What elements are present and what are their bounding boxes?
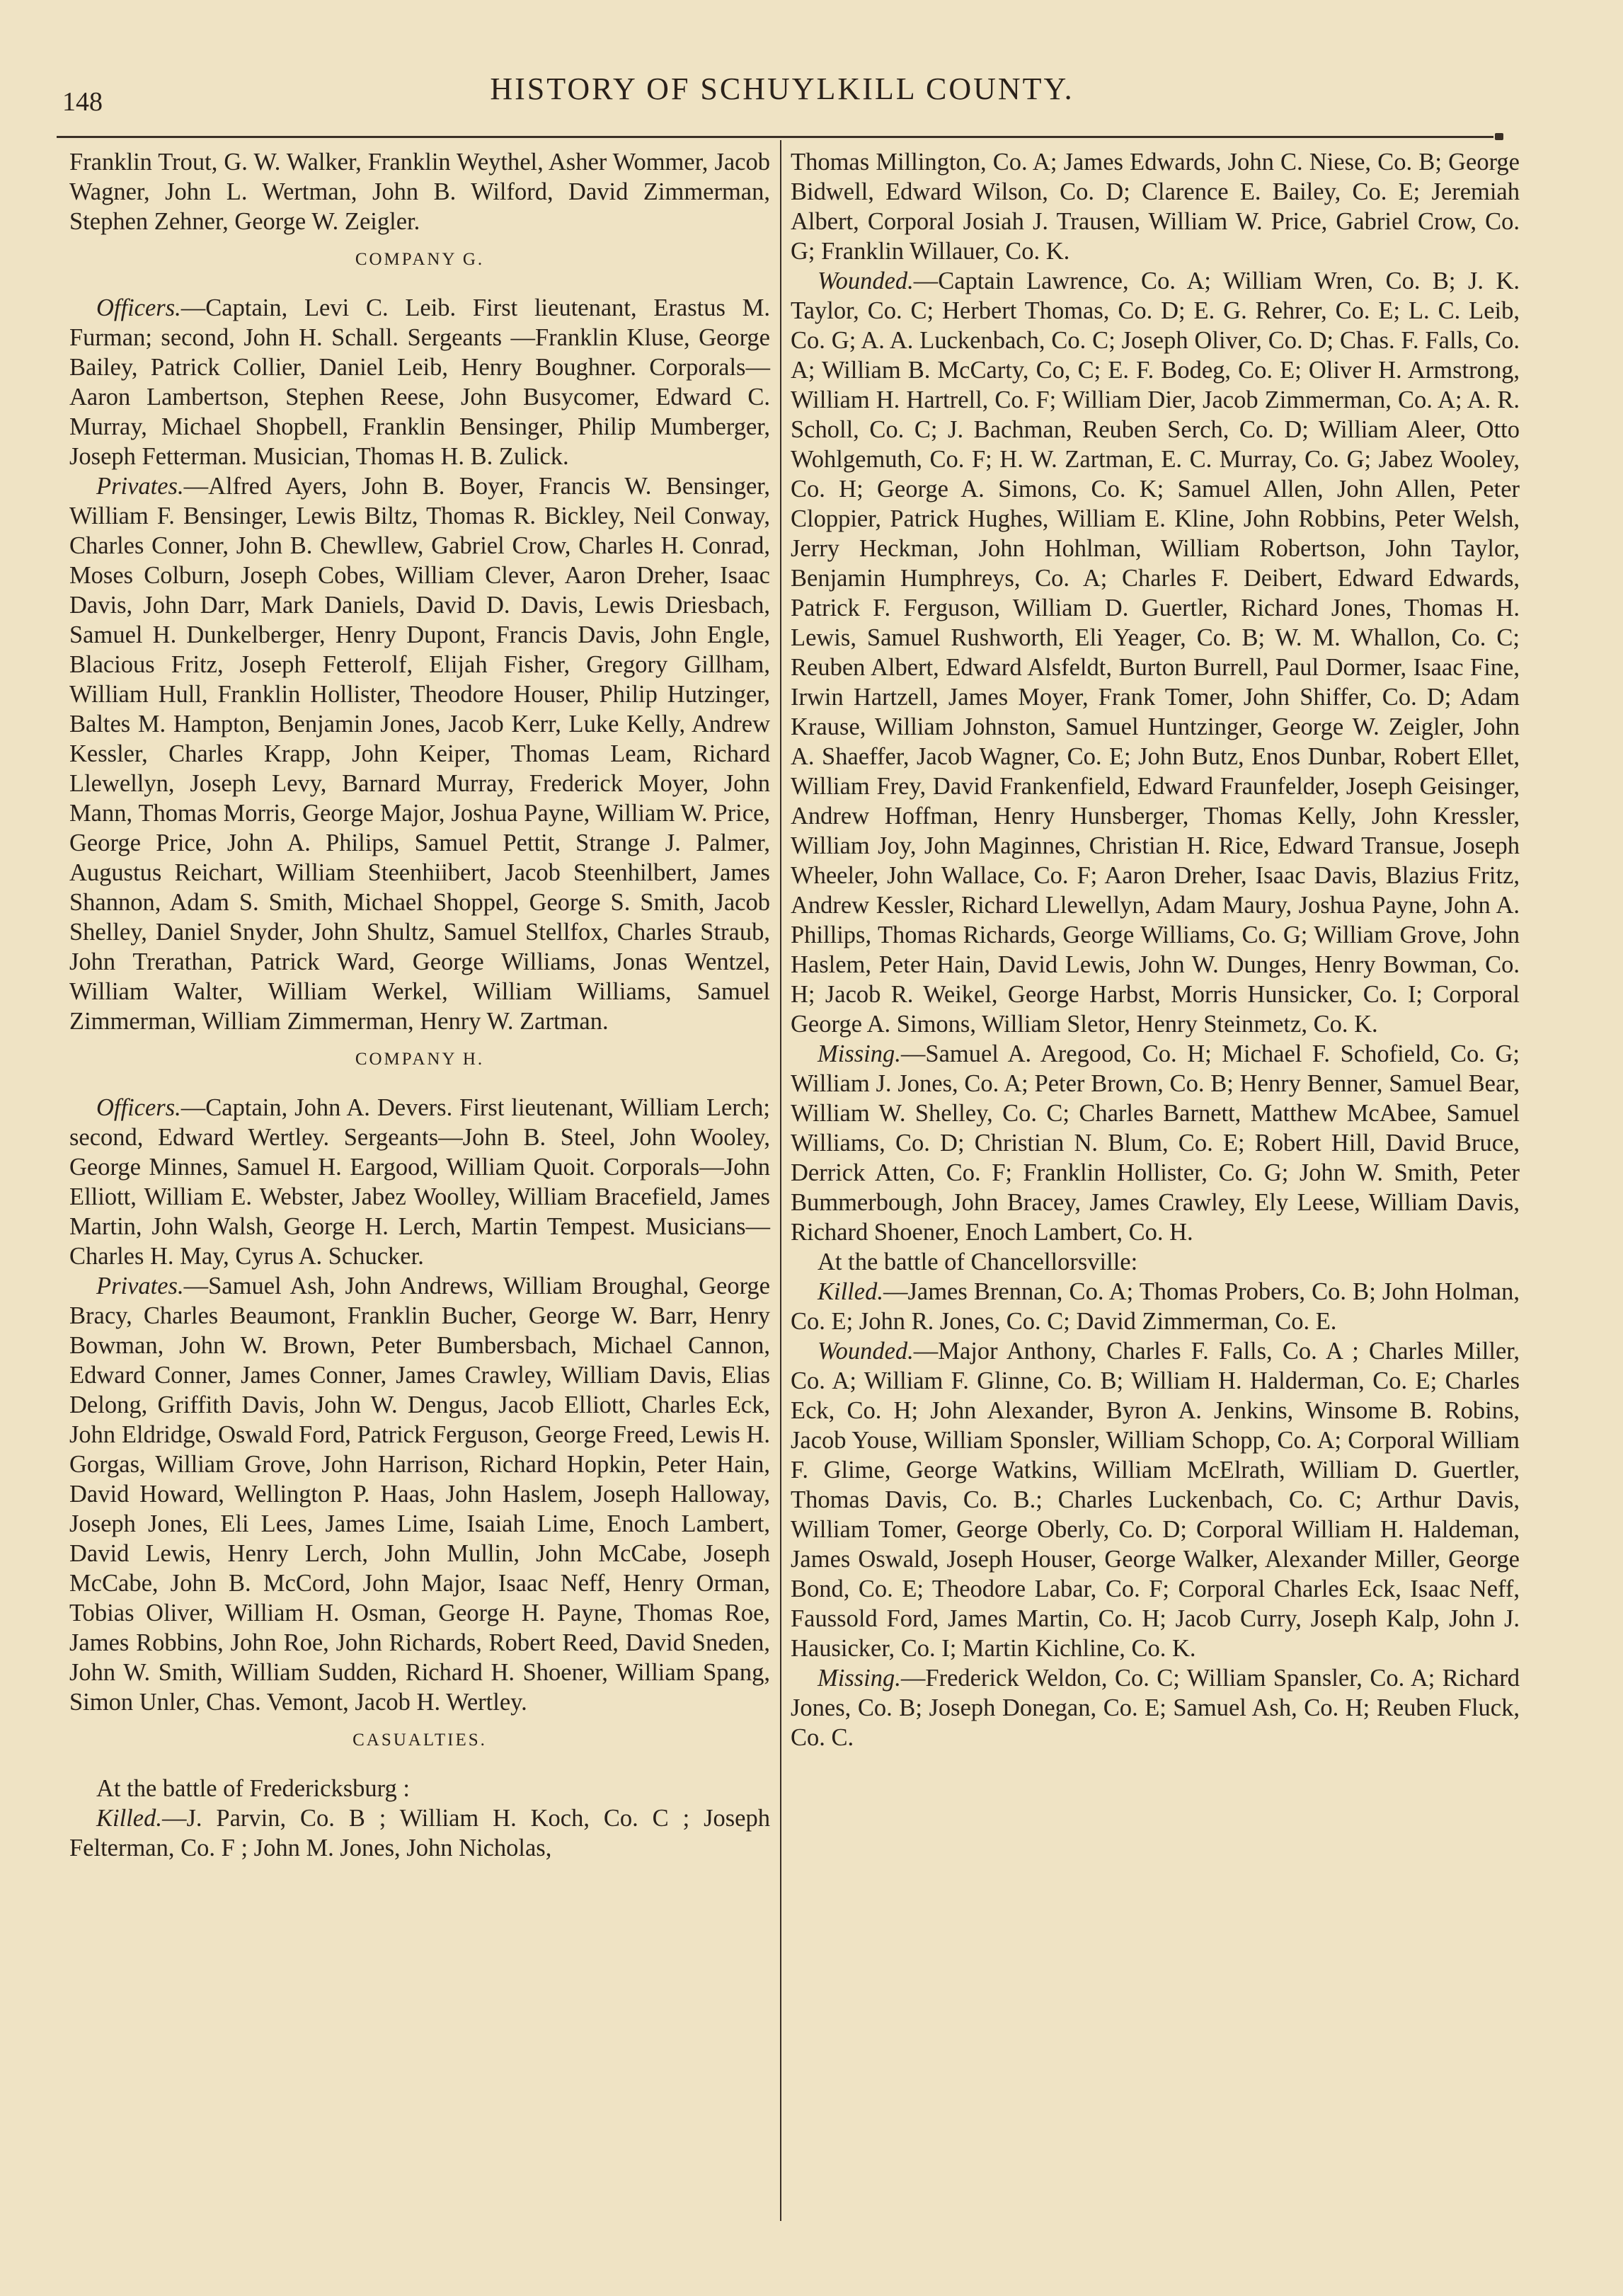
run-in-label: Wounded. — [818, 268, 914, 294]
paragraph: Franklin Trout, G. W. Walker, Franklin Weythel, Asher Wommer, Jacob Wagner, John L. Wertman, John B. Wilford, David Zimmerman, Stephen Zehner, George W. Zeigler. — [69, 149, 770, 235]
run-in-label: Missing. — [818, 1040, 901, 1067]
paragraph — [69, 471, 770, 1036]
run-in-label: Privates. — [96, 473, 184, 500]
paragraph — [69, 1803, 770, 1863]
paragraph: Thomas Millington, Co. A; James Edwards, John C. Niese, Co. B; George Bidwell, Edward Wilson, Co. D; Clarence E. Bailey, Co. E; Jeremiah Albert, Corporal Josiah J. Trausen, William W. Price, Gabriel Crow, Co. G; Franklin Willauer, Co. K. — [791, 149, 1520, 265]
left-column — [69, 147, 770, 1863]
paragraph — [69, 1271, 770, 1717]
paragraph-text: —Captain, Levi C. Leib. First lieutenant, Erastus M. Furman; second, John H. Schall. Sergeants —Franklin Kluse, George Bailey, Patrick Collier, Daniel Leib, Henry Boughner. Corporals—Aaron Lambertson, Stephen Reese, John Busycomer, Edward C. Murray, Michael Shopbell, Franklin Bensinger, Philip Mumberger, Joseph Fetterman. Musician, Thomas H. B. Zulick. — [69, 294, 770, 470]
paragraph — [791, 1336, 1520, 1663]
page-number: 148 — [62, 87, 103, 117]
paragraph-text: —Captain, John A. Devers. First lieutenant, William Lerch; second, Edward Wertley. Sergeants—John B. Steel, John Wooley, George Minnes, Samuel H. Eargood, William Quoit. Corporals—John Elliott, William E. Webster, Jabez Woolley, William Bracefield, James Martin, John Walsh, George H. Lerch, Martin Tempest. Musicians—Charles H. May, Cyrus A. Schucker. — [69, 1094, 770, 1270]
page-title: HISTORY OF SCHUYLKILL COUNTY. — [490, 71, 1074, 106]
run-in-label: Officers. — [96, 1094, 181, 1121]
paragraph — [69, 293, 770, 471]
section-heading: COMPANY H. — [355, 1050, 485, 1069]
paragraph-text: —James Brennan, Co. A; Thomas Probers, Co. B; John Holman, Co. E; John R. Jones, Co. C; David Zimmerman, Co. E. — [791, 1278, 1520, 1335]
right-column — [791, 147, 1520, 1752]
paragraph — [791, 1039, 1520, 1247]
run-in-label: Missing. — [818, 1665, 901, 1692]
paragraph-text: —Frederick Weldon, Co. C; William Spansler, Co. A; Richard Jones, Co. B; Joseph Donegan, Co. E; Samuel Ash, Co. H; Reuben Fluck, Co. C. — [791, 1665, 1520, 1751]
paragraph-text: —Major Anthony, Charles F. Falls, Co. A ; Charles Miller, Co. A; William F. Glinne, Co. B; William H. Halderman, Co. E; Charles Eck, Co. H; John Alexander, Byron A. Jenkins, Winsome B. Robins, Jacob Youse, William Sponsler, William Schopp, Co. A; Corporal William F. Glime, George Watkins, William McElrath, William D. Guertler, Thomas Davis, Co. B.; Charles Luckenbach, Co. C; Arthur Davis, William Tomer, George Oberly, Co. D; Corporal William H. Haldeman, James Oswald, Joseph Houser, George Walker, Alexander Miller, George Bond, Co. E; Theodore Labar, Co. F; Corporal Charles Eck, Isaac Neff, Faussold Ford, James Martin, Co. H; Jacob Curry, Joseph Kalp, John J. Hausicker, Co. I; Martin Kichline, Co. K. — [791, 1338, 1520, 1662]
paragraph — [69, 1093, 770, 1271]
paragraph: At the battle of Fredericksburg : — [96, 1775, 410, 1802]
paragraph — [791, 1663, 1520, 1752]
paragraph — [791, 266, 1520, 1039]
run-in-label: Officers. — [96, 294, 181, 321]
paragraph-text: —Samuel Ash, John Andrews, William Broughal, George Bracy, Charles Beaumont, Franklin Bucher, George W. Barr, Henry Bowman, John W. Brown, Peter Bumbersbach, Michael Cannon, Edward Conner, James Conner, James Crawley, William Davis, Elias Delong, Griffith Davis, John W. Dengus, Jacob Elliott, Charles Eck, John Eldridge, Oswald Ford, Patrick Ferguson, George Freed, Lewis H. Gorgas, William Grove, John Harrison, Richard Hopkin, Peter Hain, David Howard, Wellington P. Haas, John Haslem, Joseph Halloway, Joseph Jones, Eli Lees, James Lime, Isaiah Lime, Enoch Lambert, David Lewis, Henry Lerch, John Mullin, John McCabe, Joseph McCabe, John B. McCord, John Major, Isaac Neff, Henry Orman, Tobias Oliver, William H. Osman, George H. Payne, Thomas Roe, James Robbins, John Roe, John Richards, Robert Reed, David Sneden, John W. Smith, William Sudden, Richard H. Shoener, William Spang, Simon Unler, Chas. Vemont, Jacob H. Wertley. — [69, 1273, 770, 1716]
paragraph-text: —Captain Lawrence, Co. A; William Wren, Co. B; J. K. Taylor, Co. C; Herbert Thomas, Co. D; E. G. Rehrer, Co. E; L. C. Leib, Co. G; A. A. Luckenbach, Co. C; Joseph Oliver, Co. D; Chas. F. Falls, Co. A; William B. McCarty, Co, C; E. F. Bodeg, Co. E; Oliver H. Armstrong, William H. Hartrell, Co. F; William Dier, Jacob Zimmerman, Co. A; A. R. Scholl, Co. C; J. Bachman, Reuben Serch, Co. D; William Aleer, Otto Wohlgemuth, Co. F; H. W. Zartman, E. C. Murray, Co. G; Jabez Wooley, Co. H; George A. Simons, Co. K; Samuel Allen, John Allen, Peter Cloppier, Patrick Hughes, William E. Kline, John Robbins, Peter Welsh, Jerry Heckman, John Hohlman, William Robertson, John Taylor, Benjamin Humphreys, Co. A; Charles F. Deibert, Edward Edwards, Patrick F. Ferguson, William D. Guertler, Richard Jones, Thomas H. Lewis, Samuel Rushworth, Eli Yeager, Co. B; W. M. Whallon, Co. C; Reuben Albert, Edward Alsfeldt, Burton Burrell, Paul Dormer, Isaac Fine, Irwin Hartzell, James Moyer, Frank Tomer, John Shiffer, Co. D; Adam Krause, William Johnston, Samuel Huntzinger, George W. Zeigler, John A. Shaeffer, Jacob Wagner, Co. E; John Butz, Enos Dunbar, Robert Ellet, William Frey, David Frankenfield, Edward Fraunfelder, Joseph Geisinger, Andrew Hoffman, Henry Hunsberger, Thomas Kelly, John Kressler, William Joy, John Maginnes, Christian H. Rice, Edward Transue, Joseph Wheeler, John Wallace, Co. F; Aaron Dreher, Isaac Davis, Blazius Fritz, Andrew Kessler, Richard Llewellyn, Adam Maury, Joshua Payne, John A. Phillips, Thomas Richards, George Williams, Co. G; William Grove, John Haslem, Peter Hain, David Lewis, John W. Dunges, Henry Bowman, Co. H; Jacob R. Weikel, George Harbst, Morris Hunsicker, Co. I; Corporal George A. Simons, William Sletor, Henry Steinmetz, Co. K. — [791, 268, 1520, 1038]
paragraph-text: —Alfred Ayers, John B. Boyer, Francis W. Bensinger, William F. Bensinger, Lewis Biltz, Thomas R. Bickley, Neil Conway, Charles Conner, John B. Chewllew, Gabriel Crow, Charles H. Conrad, Moses Colburn, Joseph Cobes, William Clever, Aaron Dreher, Isaac Davis, John Darr, Mark Daniels, David D. Davis, Lewis Driesbach, Samuel H. Dunkelberger, Henry Dupont, Francis Davis, John Engle, Blacious Fritz, Joseph Fetterolf, Elijah Fisher, Gregory Gillham, William Hull, Franklin Hollister, Theodore Houser, Philip Hutzinger, Baltes M. Hampton, Benjamin Jones, Jacob Kerr, Luke Kelly, Andrew Kessler, Charles Krapp, John Keiper, Thomas Leam, Richard Llewellyn, Joseph Levy, Barnard Murray, Frederick Moyer, John Mann, Thomas Morris, George Major, Joshua Payne, William W. Price, George Price, John A. Philips, Samuel Pettit, Strange J. Palmer, Augustus Reichart, William Steenhiibert, Jacob Steenhilbert, James Shannon, Adam S. Smith, Michael Shoppel, George S. Smith, Jacob Shelley, Daniel Snyder, John Shultz, Samuel Stellfox, Charles Straub, John Trerathan, Patrick Ward, George Williams, Jonas Wentzel, William Walter, William Werkel, William Williams, Samuel Zimmerman, William Zimmerman, Henry W. Zartman. — [69, 473, 770, 1035]
column-divider — [780, 140, 781, 2221]
run-in-label: Wounded. — [818, 1338, 914, 1365]
section-heading: COMPANY G. — [355, 250, 485, 269]
page-header — [57, 65, 1508, 122]
paragraph — [791, 1277, 1520, 1336]
run-in-label: Killed. — [818, 1278, 883, 1305]
header-rule — [57, 136, 1493, 138]
run-in-label: Privates. — [96, 1273, 184, 1299]
paragraph: At the battle of Chancellorsville: — [818, 1249, 1138, 1275]
section-heading: CASUALTIES. — [352, 1730, 487, 1750]
run-in-label: Killed. — [96, 1805, 162, 1832]
paragraph-text: —J. Parvin, Co. B ; William H. Koch, Co. C ; Joseph Felterman, Co. F ; John M. Jones, John Nicholas, — [69, 1805, 770, 1861]
header-rule-end — [1495, 133, 1503, 140]
paragraph-text: —Samuel A. Aregood, Co. H; Michael F. Schofield, Co. G; William J. Jones, Co. A; Peter Brown, Co. B; Henry Benner, Samuel Bear, William W. Shelley, Co. C; Charles Barnett, Matthew McAbee, Samuel Williams, Co. D; Christian N. Blum, Co. E; Robert Hill, David Bruce, Derrick Atten, Co. F; Franklin Hollister, Co. G; John W. Smith, Peter Bummerbough, John Bracey, James Crawley, Ely Leese, William Davis, Richard Shoener, Enoch Lambert, Co. H. — [791, 1040, 1520, 1246]
